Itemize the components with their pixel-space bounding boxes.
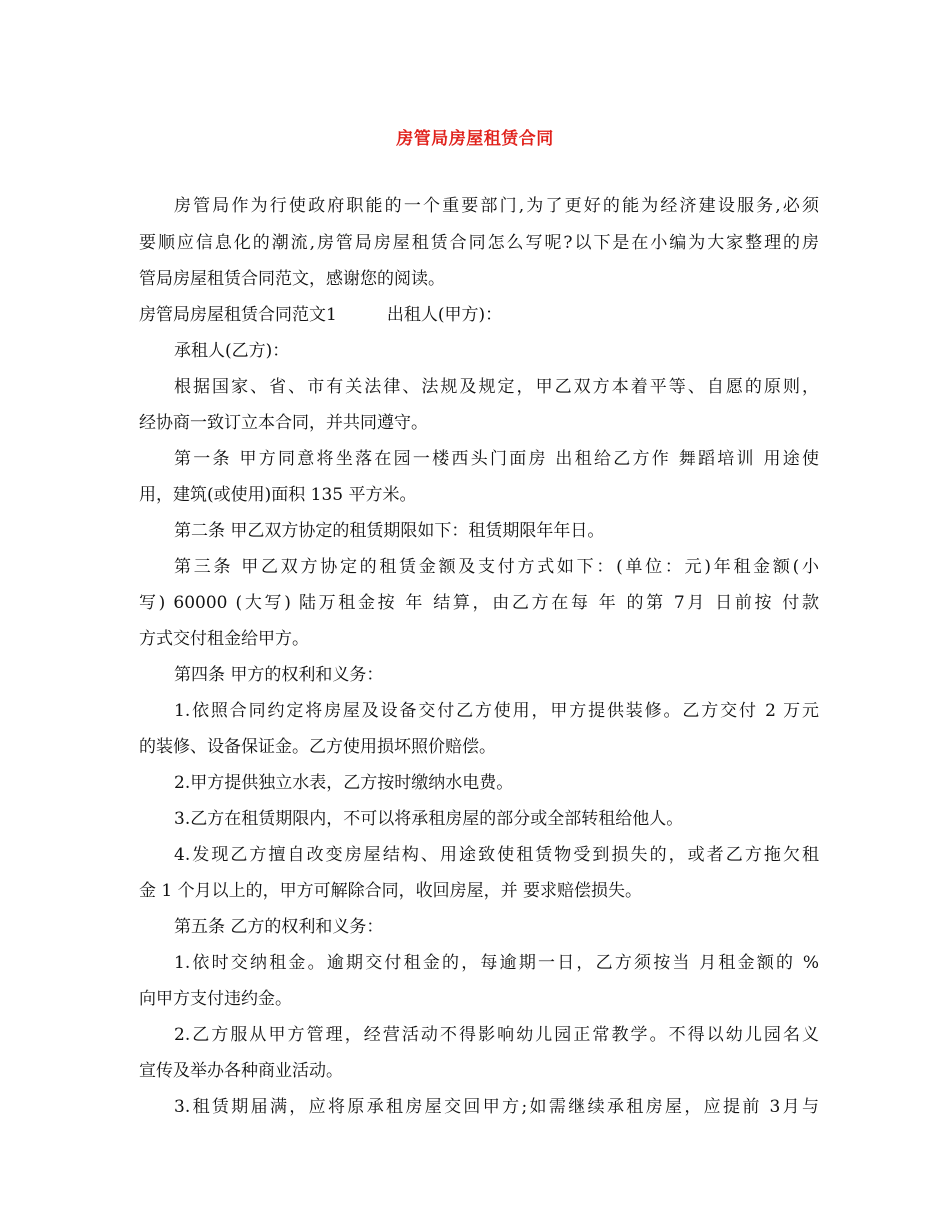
paragraph-line: 2.甲方提供独立水表，乙方按时缴纳水电费。 — [174, 773, 514, 793]
paragraph-line: 写) 60000 (大写) 陆万租金按 年 结算，由乙方在每 年 的第 7月 日前按 付款 — [139, 593, 819, 613]
paragraph-line: 第二条 甲乙双方协定的租赁期限如下：租赁期限年年日。 — [174, 521, 605, 541]
paragraph-line: 的装修、设备保证金。乙方使用损坏照价赔偿。 — [139, 737, 496, 757]
paragraph-line: 宣传及举办各种商业活动。 — [139, 1061, 343, 1081]
paragraph-line: 金 1 个月以上的，甲方可解除合同，收回房屋，并 要求赔偿损失。 — [139, 881, 643, 901]
document-title: 房管局房屋租赁合同 — [396, 129, 554, 149]
paragraph-line: 根据国家、省、市有关法律、法规及规定，甲乙双方本着平等、自愿的原则， — [174, 377, 819, 397]
paragraph-line: 第四条 甲方的权利和义务： — [174, 665, 384, 685]
paragraph-line: 4.发现乙方擅自改变房屋结构、用途致使租赁物受到损失的，或者乙方拖欠租 — [174, 845, 819, 865]
paragraph-line: 1.依照合同约定将房屋及设备交付乙方使用，甲方提供装修。乙方交付 2 万元 — [174, 701, 819, 721]
paragraph-line: 3.租赁期届满，应将原承租房屋交回甲方;如需继续承租房屋，应提前 3月与 — [174, 1097, 819, 1117]
paragraph-line: 房管局作为行使政府职能的一个重要部门,为了更好的能为经济建设服务,必须 — [174, 196, 819, 216]
lessor-label: 出租人(甲方)： — [386, 305, 503, 325]
paragraph-line — [139, 303, 819, 327]
paragraph-line: 方式交付租金给甲方。 — [139, 629, 309, 649]
paragraph-line: 经协商一致订立本合同，并共同遵守。 — [139, 413, 428, 433]
paragraph-line: 第三条 甲乙双方协定的租赁金额及支付方式如下：(单位：元)年租金额(小 — [174, 557, 819, 577]
paragraph-line: 3.乙方在租赁期限内，不可以将承租房屋的部分或全部转租给他人。 — [174, 809, 684, 829]
paragraph-line: 要顺应信息化的潮流,房管局房屋租赁合同怎么写呢?以下是在小编为大家整理的房 — [139, 233, 819, 253]
paragraph-line: 管局房屋租赁合同范文，感谢您的阅读。 — [139, 269, 445, 289]
paragraph-line: 1.依时交纳租金。逾期交付租金的，每逾期一日，乙方须按当 月租金额的 % — [174, 953, 819, 973]
paragraph-line: 2.乙方服从甲方管理，经营活动不得影响幼儿园正常教学。不得以幼儿园名义 — [174, 1025, 819, 1045]
paragraph-line: 向甲方支付违约金。 — [139, 989, 292, 1009]
paragraph-line: 承租人(乙方)： — [174, 341, 290, 361]
paragraph-line: 用，建筑(或使用)面积 135 平方米。 — [139, 485, 417, 505]
paragraph-line: 第一条 甲方同意将坐落在园一楼西头门面房 出租给乙方作 舞蹈培训 用途使 — [174, 449, 819, 469]
paragraph-line: 第五条 乙方的权利和义务： — [174, 917, 384, 937]
sample-heading: 房管局房屋租赁合同范文1 — [139, 305, 337, 325]
